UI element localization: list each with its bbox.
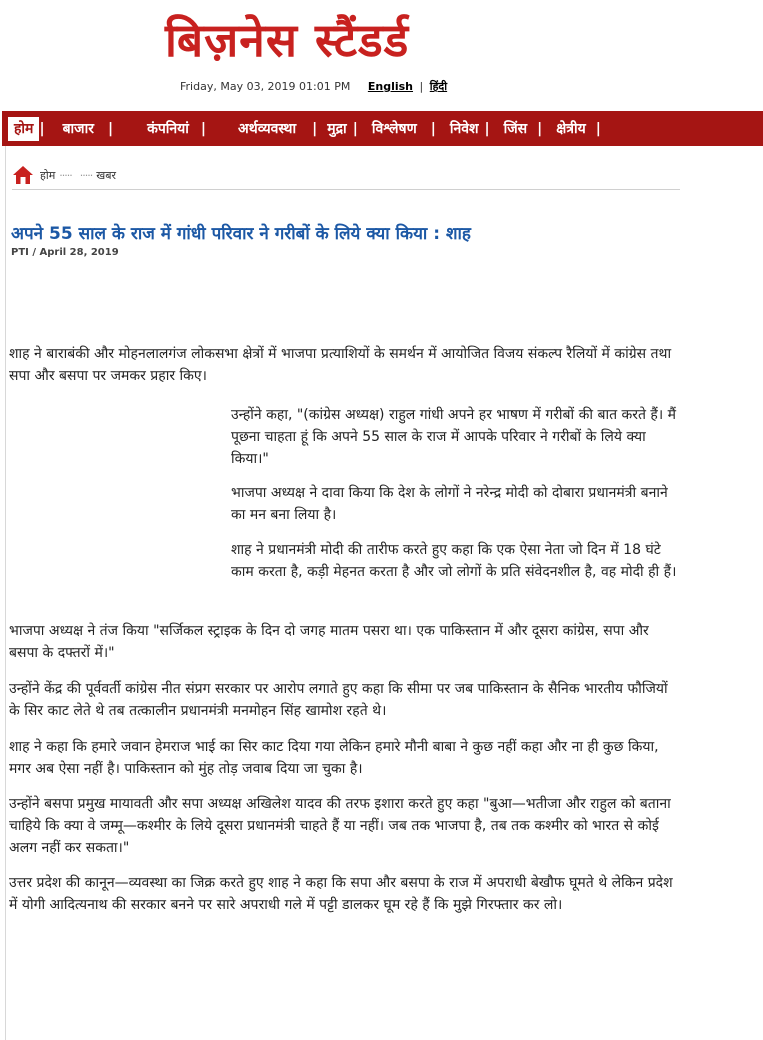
nav-separator: | — [537, 120, 543, 137]
nav-separator: | — [312, 120, 318, 137]
nav-item-economy[interactable]: अर्थव्यवस्था — [238, 121, 297, 137]
article-headline: अपने 55 साल के राज में गांधी परिवार ने गरीबों के लिये क्या किया : शाह — [11, 224, 471, 244]
nav-item-market[interactable]: बाजार — [62, 121, 94, 137]
article-paragraph: भाजपा अध्यक्ष ने दावा किया कि देश के लोगों ने नरेन्द्र मोदी को दोबारा प्रधानमंत्री बनाने का मन बना लिया है। — [231, 485, 668, 523]
breadcrumb-home[interactable]: होम — [40, 168, 56, 182]
nav-item-currency[interactable]: मुद्रा — [327, 121, 347, 137]
breadcrumb — [12, 165, 116, 185]
breadcrumb-dots: ····· — [59, 168, 72, 182]
hindi-link[interactable]: हिंदी — [429, 80, 448, 93]
current-date: Friday, May 03, 2019 01:01 PM — [180, 80, 351, 93]
masthead — [165, 8, 409, 72]
article-paragraph: उन्होंने बसपा प्रमुख मायावती और सपा अध्यक्ष अखिलेश यादव की तरफ इशारा करते हुए कहा "बुआ—भतीजा और राहुल को बताना चाहिये कि क्या वे जम्मू—कश्मीर के लिये दूसरा प्रधानमंत्री चाहते हैं या नहीं। जब तक भाजपा है, तब तक कश्मीर को भारत से कोई अलग नहीं कर सकता।" — [9, 796, 671, 856]
english-link[interactable]: English — [367, 80, 414, 93]
article-byline: PTI / April 28, 2019 — [11, 247, 119, 258]
breadcrumb-divider — [12, 189, 680, 190]
nav-separator: | — [484, 120, 490, 137]
site-logo[interactable]: बिज़नेस स्टैंडर्ड — [165, 13, 410, 67]
nav-item-commodities[interactable]: जिंस — [503, 121, 528, 137]
breadcrumb-current[interactable]: खबर — [96, 168, 117, 182]
nav-item-companies[interactable]: कंपनियां — [147, 121, 189, 137]
article-paragraph: भाजपा अध्यक्ष ने तंज किया "सर्जिकल स्ट्राइक के दिन दो जगह मातम पसरा था। एक पाकिस्तान में और दूसरा कांग्रेस, सपा और बसपा के दफ्तरों में।" — [9, 623, 649, 661]
nav-separator: | — [430, 120, 436, 137]
home-icon[interactable] — [12, 165, 34, 185]
page-left-border — [5, 145, 6, 1040]
article-paragraph: शाह ने कहा कि हमारे जवान हेमराज भाई का सिर काट दिया गया लेकिन हमारे मौनी बाबा ने कुछ नहीं कहा और ना ही कुछ किया, मगर अब ऐसा नहीं है। पाकिस्तान को मुंह तोड़ जवाब दिया जा चुका है। — [9, 739, 659, 777]
nav-item-analysis[interactable]: विश्लेषण — [371, 121, 417, 137]
main-nav — [2, 111, 763, 146]
lang-separator: | — [419, 80, 424, 93]
nav-separator: | — [595, 120, 601, 137]
nav-separator: | — [107, 120, 114, 137]
article-paragraph: उन्होंने केंद्र की पूर्ववर्ती कांग्रेस नीत संप्रग सरकार पर आरोप लगाते हुए कहा कि सीमा पर जब पाकिस्तान के सैनिक भारतीय फौजियों के सिर काट लेते थे तब तत्कालीन प्रधानमंत्री मनमोहन सिंह खामोश रहते थे। — [9, 681, 668, 719]
article-paragraph: शाह ने प्रधानमंत्री मोदी की तारीफ करते हुए कहा कि एक ऐसा नेता जो दिन में 18 घंटे काम करता है, कड़ी मेहनत करता है और जो लोगों के प्रति संवेदनशील है, वह मोदी ही हैं। — [231, 542, 677, 580]
nav-item-regional[interactable]: क्षेत्रीय — [556, 121, 586, 137]
dateline — [180, 79, 447, 94]
article-paragraph: उत्तर प्रदेश की कानून—व्यवस्था का जिक्र करते हुए शाह ने कहा कि सपा और बसपा के राज में अपराधी बेखौफ घूमते थे लेकिन प्रदेश में योगी आदित्यनाथ की सरकार बनने पर सारे अपराधी गले में पट्टी डालकर घूम रहे हैं कि मुझे गिरफ्तार कर लो। — [9, 875, 673, 913]
nav-separator: | — [39, 120, 45, 137]
article-paragraph: उन्होंने कहा, "(कांग्रेस अध्यक्ष) राहुल गांधी अपने हर भाषण में गरीबों की बात करते हैं। मैं पूछना चाहता हूं कि अपने 55 साल के राज में आपके परिवार ने गरीबों के लिये क्या किया।" — [231, 407, 676, 467]
nav-item-home[interactable]: होम — [8, 117, 39, 141]
nav-item-investment[interactable]: निवेश — [449, 121, 479, 137]
breadcrumb-dots: ····· — [79, 168, 93, 182]
article-paragraph: शाह ने बाराबंकी और मोहनलालगंज लोकसभा क्षेत्रों में भाजपा प्रत्याशियों के समर्थन में आयोजित विजय संकल्प रैलियों में कांग्रेस तथा सपा और बसपा पर जमकर प्रहार किए। — [9, 346, 672, 384]
nav-separator: | — [200, 120, 207, 137]
nav-separator: | — [352, 120, 358, 137]
